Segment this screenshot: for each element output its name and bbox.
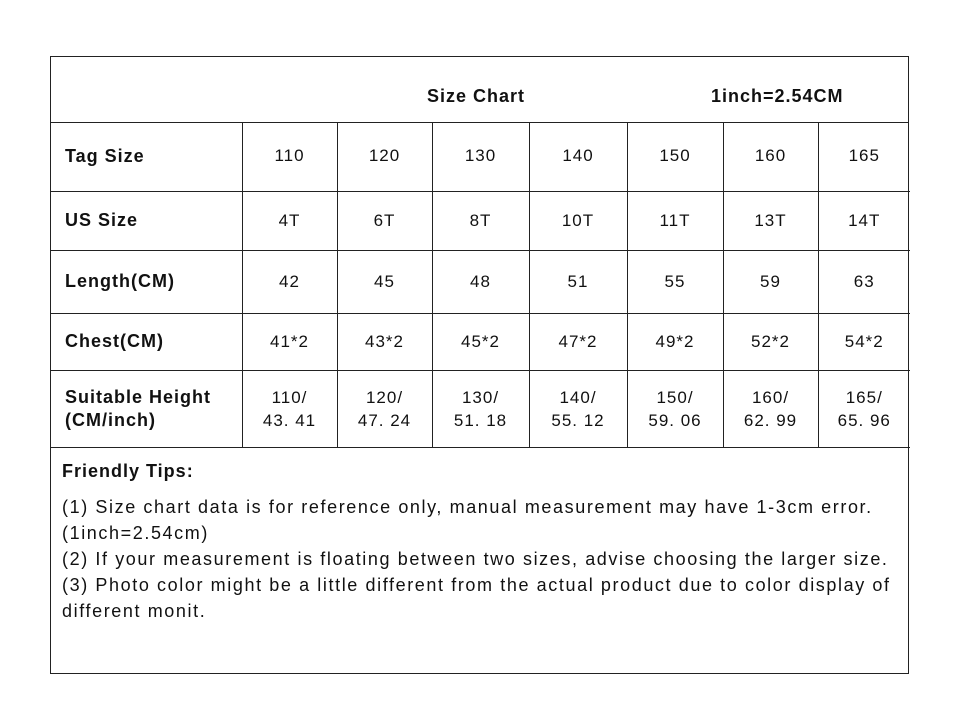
table-cell <box>432 370 529 447</box>
table-cell: 48 <box>432 250 529 313</box>
table-cell <box>529 370 627 447</box>
table-cell: 120 <box>337 122 432 191</box>
row-label: Length(CM) <box>51 250 242 313</box>
table-cell: 6T <box>337 191 432 250</box>
unit-conversion: 1inch=2.54CM <box>711 86 844 106</box>
table-cell: 63 <box>818 250 910 313</box>
cell-line: 43. 41 <box>262 410 317 430</box>
table-cell: 110 <box>242 122 337 191</box>
table-cell <box>723 370 818 447</box>
cell-line: 165/ <box>845 387 883 407</box>
chart-title: Size Chart <box>427 86 526 106</box>
cell-line: 51. 18 <box>453 410 508 430</box>
table-cell: 45 <box>337 250 432 313</box>
table-row-length <box>51 250 910 313</box>
cell-line: 150/ <box>656 387 694 407</box>
table-cell <box>818 370 910 447</box>
table-row-chest <box>51 313 910 370</box>
cell-line: 160/ <box>751 387 790 407</box>
size-table <box>51 122 910 448</box>
cell-line: 55. 12 <box>551 410 605 430</box>
table-row-tag-size <box>51 122 910 191</box>
table-cell: 140 <box>529 122 627 191</box>
table-row-us-size <box>51 191 910 250</box>
friendly-tips <box>62 461 902 624</box>
cell-line: 120/ <box>365 387 404 407</box>
table-cell: 51 <box>529 250 627 313</box>
table-cell: 8T <box>432 191 529 250</box>
table-cell: 52*2 <box>723 313 818 370</box>
cell-line: 110/ <box>271 387 308 407</box>
tip-item: (3) Photo color might be a little different from the actual product due to color display of different monit. <box>62 575 891 621</box>
table-cell: 59 <box>723 250 818 313</box>
table-cell: 14T <box>818 191 910 250</box>
cell-line: 47. 24 <box>357 410 412 430</box>
table-cell: 41*2 <box>242 313 337 370</box>
table-cell: 55 <box>627 250 723 313</box>
table-cell <box>242 370 337 447</box>
table-cell: 45*2 <box>432 313 529 370</box>
table-cell: 130 <box>432 122 529 191</box>
cell-line: 62. 99 <box>743 410 798 430</box>
table-cell: 13T <box>723 191 818 250</box>
cell-line: 59. 06 <box>648 410 702 430</box>
size-chart-frame <box>50 56 909 674</box>
tip-item: (2) If your measurement is floating between two sizes, advise choosing the larger size. <box>62 549 889 569</box>
row-label: Tag Size <box>51 122 242 191</box>
row-label: Chest(CM) <box>51 313 242 370</box>
table-cell <box>627 370 723 447</box>
row-label: US Size <box>51 191 242 250</box>
chart-header <box>51 57 908 123</box>
table-cell: 42 <box>242 250 337 313</box>
table-cell <box>337 370 432 447</box>
row-label <box>51 370 242 447</box>
table-cell: 47*2 <box>529 313 627 370</box>
table-cell: 43*2 <box>337 313 432 370</box>
cell-line: 65. 96 <box>837 410 891 430</box>
row-label-line: Suitable Height <box>65 386 212 407</box>
table-row-suitable-height <box>51 370 910 447</box>
table-cell: 160 <box>723 122 818 191</box>
cell-line: 140/ <box>559 387 597 407</box>
row-label-line: (CM/inch) <box>65 409 156 430</box>
table-cell: 4T <box>242 191 337 250</box>
table-cell: 150 <box>627 122 723 191</box>
tips-title: Friendly Tips: <box>62 461 194 481</box>
table-cell: 11T <box>627 191 723 250</box>
table-cell: 54*2 <box>818 313 910 370</box>
cell-line: 130/ <box>461 387 500 407</box>
table-cell: 49*2 <box>627 313 723 370</box>
table-cell: 10T <box>529 191 627 250</box>
table-cell: 165 <box>818 122 910 191</box>
tip-item: (1) Size chart data is for reference only, manual measurement may have 1-3cm error. (1inch=2.54cm) <box>62 497 873 543</box>
